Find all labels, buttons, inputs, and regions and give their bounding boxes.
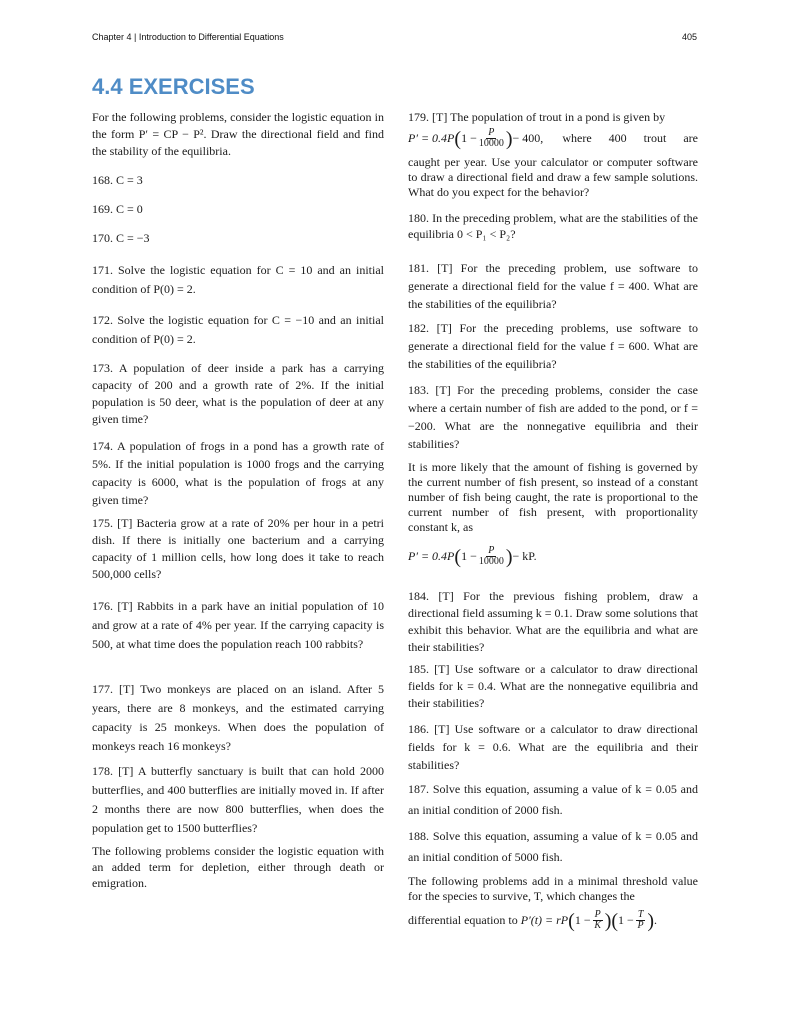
fraction: $\frac{T}{P}$: [637, 909, 644, 931]
exercise-188: 188. Solve this equation, assuming a value of k = 0.05 and an initial condition of 5000 fish.: [408, 829, 698, 864]
fraction: $\frac{P}{10000}$: [478, 545, 504, 567]
exercise-187: 187. Solve this equation, assuming a value of k = 0.05 and an initial condition of 2000 fish.: [408, 782, 698, 817]
intro-paragraph: For the following problems, consider the logistic equation in the form P′ = CP − P². Draw the directional field and find the stability of the equilibria.: [92, 110, 384, 158]
eq-term: .: [654, 913, 658, 927]
eq-term: differential equation to: [408, 913, 518, 927]
proportional-fishing-paragraph: It is more likely that the amount of fishing is governed by the current number of fish present, so instead of a constant number of fish being caught, the rate is proportional to the current number of fish present, with proportionality constant k, as: [408, 460, 698, 534]
exercise-179: 179. [T] The population of trout in a pond is given by: [408, 110, 666, 124]
eq-term: − kP.: [512, 549, 537, 563]
fraction: $\frac{P}{10000}$: [478, 127, 504, 149]
eq-term: P′(t) = rP: [520, 913, 569, 927]
exercise-175: 175. [T] Bacteria grow at a rate of 20% per hour in a petri dish. If there is initially one bacterium and a carrying capacity of 1 million cells, how long does it take to reach 500,000 cells?: [92, 516, 384, 581]
eq-term: 1 −: [574, 913, 591, 927]
exercise-181: 181. [T] For the preceding problem, use software to generate a directional field for the value f = 400. What are the stabilities of the equilibria?: [408, 261, 698, 311]
eq-term: − 400,: [512, 131, 544, 145]
trout-equation: P′ = 0.4P ( 1 − $\frac{P}{10000}$ ) − 400, where 400 trout are: [408, 127, 698, 150]
exercise-182: 182. [T] For the preceding problems, use software to generate a directional field for the value f = 600. What are the stabilities of the equilibria?: [408, 321, 698, 371]
exercise-178: 178. [T] A butterfly sanctuary is built that can hold 2000 butterflies, and 400 butterflies are initially moved in. If after 2 months there are now 800 butterflies, when does the population get to 1500 butterflies?: [92, 764, 384, 835]
exercise-176: 176. [T] Rabbits in a park have an initial population of 10 and grow at a rate of 4% per year. If the carrying capacity is 500, at what time does the population reach 100 rabbits?: [92, 599, 384, 651]
eq-term: P′ = 0.4P: [408, 131, 455, 145]
depletion-intro: The following problems consider the logistic equation with an added term for depletion, either through death or emigration.: [92, 844, 384, 890]
eq-term: P′ = 0.4P: [408, 549, 455, 563]
exercise-172: 172. Solve the logistic equation for C = −10 and an initial condition of P(0) = 2.: [92, 313, 384, 346]
proportional-equation: P′ = 0.4P ( 1 − $\frac{P}{10000}$ ) − kP.: [408, 545, 537, 568]
section-title: 4.4 EXERCISES: [92, 74, 255, 99]
exercise-168: 168. C = 3: [92, 173, 143, 187]
exercise-180: 180. In the preceding problem, what are the stabilities of the equilibria 0 < P₁ < P₂?: [408, 211, 698, 241]
eq-tail: where 400 trout are: [562, 131, 698, 145]
chapter-header: Chapter 4 | Introduction to Differential Equations: [92, 32, 284, 42]
page-number: 405: [682, 32, 698, 42]
exercise-177: 177. [T] Two monkeys are placed on an island. After 5 years, there are 8 monkeys, and the estimated carrying capacity is 25 monkeys. When does the population of monkeys reach 16 monkeys?: [92, 682, 384, 753]
exercise-179-rest: caught per year. Use your calculator or computer software to draw a directional field and draw a few sample solutions. What do you expect for the behavior?: [408, 155, 698, 199]
exercise-173: 173. A population of deer inside a park has a carrying capacity of 200 and a growth rate of 2%. If the initial population is 50 deer, what is the population of deer at any given time?: [92, 361, 384, 426]
fraction: $\frac{P}{K}$: [594, 909, 601, 931]
eq-term: 1 −: [461, 549, 477, 563]
exercise-169: 169. C = 0: [92, 202, 143, 216]
exercise-183: 183. [T] For the preceding problems, consider the case where a certain number of fish are added to the pond, or f = −200. What are the nonnegative equilibria and their stabilities?: [408, 383, 698, 451]
exercise-185: 185. [T] Use software or a calculator to draw directional fields for k = 0.4. What are the nonnegative equilibria and their stabilities?: [408, 662, 698, 710]
exercise-171: 171. Solve the logistic equation for C = 10 and an initial condition of P(0) = 2.: [92, 263, 384, 296]
eq-term: 1 −: [461, 131, 477, 145]
exercise-184: 184. [T] For the previous fishing problem, draw a directional field assuming k = 0.1. Draw some solutions that exhibit this behavior. What are the equilibria and what are their stabilities?: [408, 589, 698, 654]
exercise-174: 174. A population of frogs in a pond has a growth rate of 5%. If the initial population is 1000 frogs and the carrying capacity is 6000, what is the population of frogs at any given time?: [92, 439, 384, 507]
eq-term: 1 −: [618, 913, 634, 927]
exercise-186: 186. [T] Use software or a calculator to draw directional fields for k = 0.6. What are the equilibria and their stabilities?: [408, 722, 698, 772]
threshold-paragraph: The following problems add in a minimal threshold value for the species to survive, T, which changes the: [408, 874, 698, 903]
exercise-170: 170. C = −3: [92, 231, 150, 245]
threshold-equation: differential equation to P′(t) = rP ( 1 − $\frac{P}{K}$ )( 1 − $\frac{T}{P}$ ) .: [408, 909, 658, 932]
